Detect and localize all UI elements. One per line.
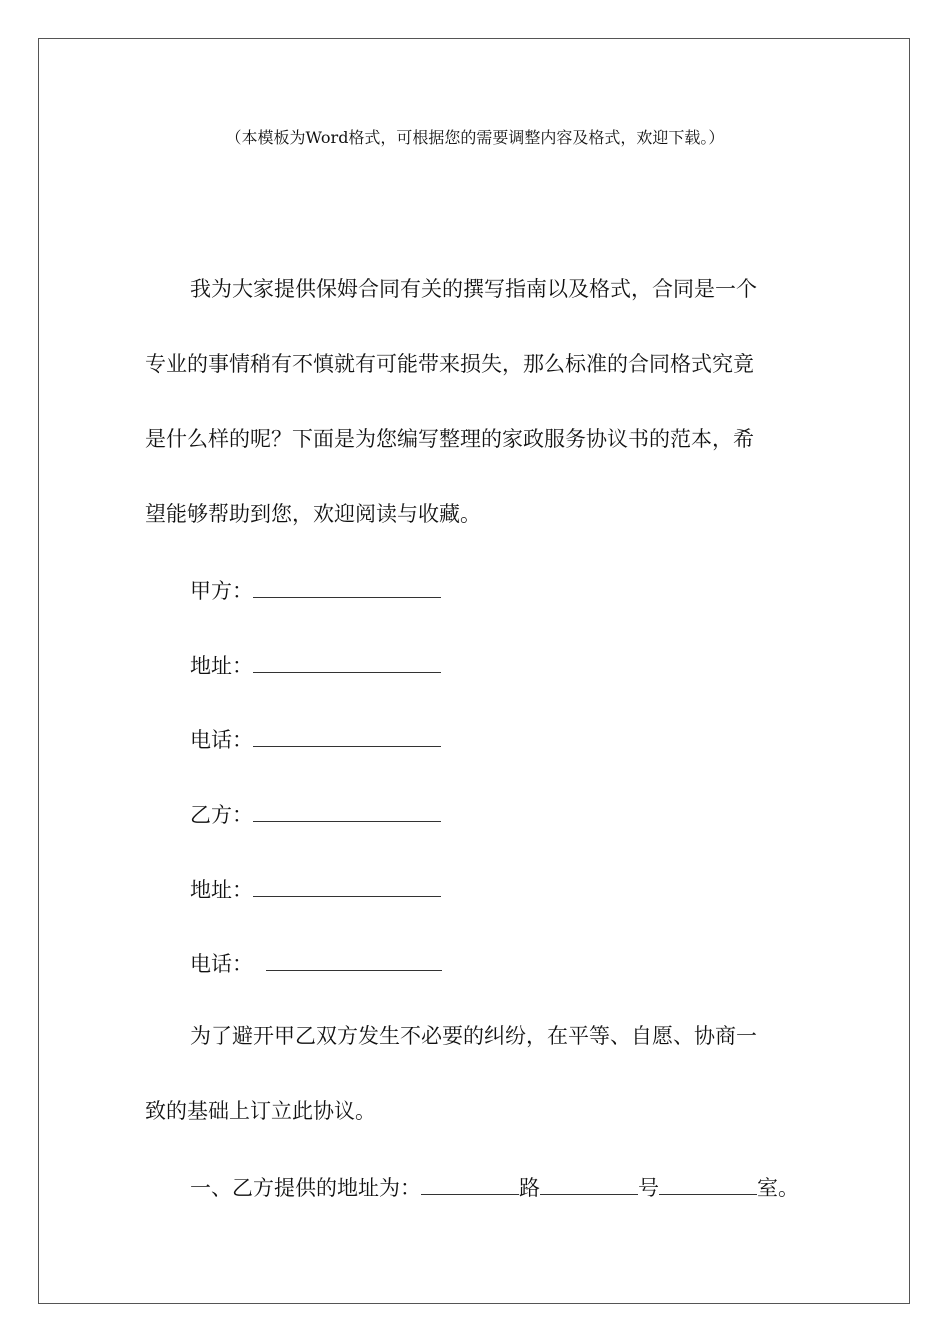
party-a-name-label: 甲方：	[190, 579, 253, 603]
party-b-phone-label: 电话：	[190, 952, 253, 976]
intro-line-4: 望能够帮助到您，欢迎阅读与收藏。	[145, 502, 481, 526]
intro-line-1: 我为大家提供保姆合同有关的撰写指南以及格式，合同是一个	[190, 277, 757, 301]
room-label: 室。	[757, 1176, 799, 1200]
party-a-address-label: 地址：	[190, 654, 253, 678]
clause-1-address-row	[190, 1172, 799, 1202]
party-b-name-field[interactable]	[253, 799, 441, 822]
party-b-name-label: 乙方：	[190, 803, 253, 827]
party-a-phone-row	[190, 724, 441, 754]
number-label: 号	[638, 1176, 659, 1200]
road-field[interactable]	[421, 1172, 519, 1195]
intro-line-2: 专业的事情稍有不慎就有可能带来损失，那么标准的合同格式究竟	[145, 352, 754, 376]
party-a-address-row	[190, 650, 441, 680]
road-label: 路	[519, 1176, 540, 1200]
party-b-name-row	[190, 799, 441, 829]
purpose-line-2: 致的基础上订立此协议。	[145, 1099, 376, 1123]
party-b-address-row	[190, 874, 441, 904]
party-a-name-field[interactable]	[253, 575, 441, 598]
party-b-address-field[interactable]	[253, 874, 441, 897]
party-a-phone-field[interactable]	[253, 724, 441, 747]
template-notice: （本模板为Word格式，可根据您的需要调整内容及格式，欢迎下载。）	[225, 128, 725, 147]
purpose-line-1: 为了避开甲乙双方发生不必要的纠纷，在平等、自愿、协商一	[190, 1024, 757, 1048]
party-b-address-label: 地址：	[190, 878, 253, 902]
number-field[interactable]	[540, 1172, 638, 1195]
room-field[interactable]	[659, 1172, 757, 1195]
party-a-phone-label: 电话：	[190, 728, 253, 752]
party-b-phone-row	[190, 948, 442, 978]
party-a-name-row	[190, 575, 441, 605]
intro-line-3: 是什么样的呢？下面是为您编写整理的家政服务协议书的范本，希	[145, 427, 754, 451]
clause-1-prefix: 一、乙方提供的地址为：	[190, 1176, 421, 1200]
party-a-address-field[interactable]	[253, 650, 441, 673]
party-b-phone-field[interactable]	[266, 948, 442, 971]
